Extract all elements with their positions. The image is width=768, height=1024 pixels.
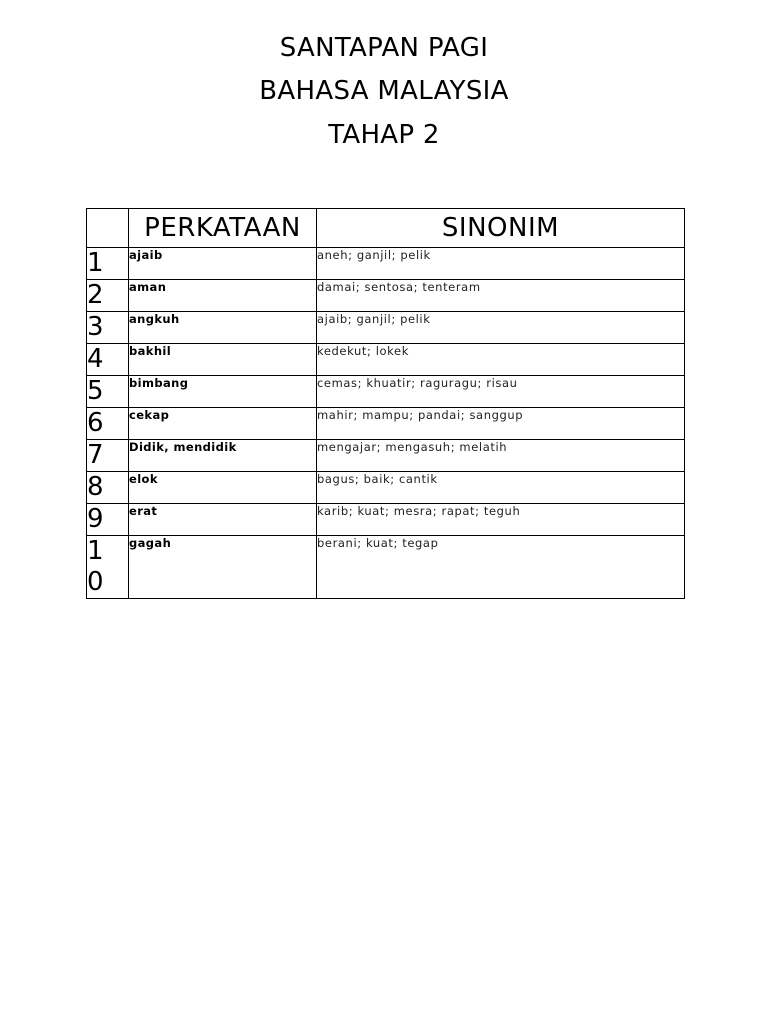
synonym-cell: kedekut; lokek [317, 344, 685, 376]
table-row [87, 536, 685, 599]
synonym-cell: aneh; ganjil; pelik [317, 248, 685, 280]
row-number [87, 344, 129, 376]
row-number-text: 10 [87, 536, 104, 597]
word-cell: ajaib [129, 248, 317, 280]
table-body [87, 248, 685, 599]
table-row [87, 312, 685, 344]
row-number-text: 8 [87, 472, 104, 502]
row-number-text: 5 [87, 376, 104, 406]
synonym-cell: mahir; mampu; pandai; sanggup [317, 408, 685, 440]
table-row [87, 344, 685, 376]
synonym-cell: bagus; baik; cantik [317, 472, 685, 504]
table-row [87, 280, 685, 312]
row-number-text: 3 [87, 312, 104, 342]
document-title: SANTAPAN PAGI [279, 33, 489, 63]
table-row [87, 440, 685, 472]
row-number [87, 440, 129, 472]
row-number [87, 376, 129, 408]
synonym-cell: berani; kuat; tegap [317, 536, 685, 599]
synonym-cell: mengajar; mengasuh; melatih [317, 440, 685, 472]
row-number [87, 248, 129, 280]
word-cell: cekap [129, 408, 317, 440]
word-cell: bakhil [129, 344, 317, 376]
row-number-text: 9 [87, 504, 104, 534]
row-number [87, 312, 129, 344]
row-number-text: 7 [87, 440, 104, 470]
row-number [87, 504, 129, 536]
row-number-text: 6 [87, 408, 104, 438]
row-number-text: 4 [87, 344, 104, 374]
table-row [87, 376, 685, 408]
table-row [87, 504, 685, 536]
document-subject: BAHASA MALAYSIA [259, 76, 509, 106]
synonym-cell: cemas; khuatir; raguragu; risau [317, 376, 685, 408]
word-cell: Didik, mendidik [129, 440, 317, 472]
word-cell: bimbang [129, 376, 317, 408]
row-number [87, 536, 129, 599]
row-number [87, 472, 129, 504]
word-cell: erat [129, 504, 317, 536]
document-level: TAHAP 2 [328, 120, 440, 150]
row-number [87, 280, 129, 312]
word-cell: gagah [129, 536, 317, 599]
column-header-number [87, 209, 129, 248]
table-row [87, 472, 685, 504]
synonym-cell: karib; kuat; mesra; rapat; teguh [317, 504, 685, 536]
word-cell: aman [129, 280, 317, 312]
synonym-cell: damai; sentosa; tenteram [317, 280, 685, 312]
column-header-sinonim: SINONIM [317, 209, 685, 248]
word-cell: elok [129, 472, 317, 504]
synonym-table [86, 208, 685, 599]
table-row [87, 248, 685, 280]
table-header-row [87, 209, 685, 248]
synonym-cell: ajaib; ganjil; pelik [317, 312, 685, 344]
table-row [87, 408, 685, 440]
word-cell: angkuh [129, 312, 317, 344]
row-number-text: 2 [87, 280, 104, 310]
column-header-perkataan: PERKATAAN [129, 209, 317, 248]
row-number [87, 408, 129, 440]
row-number-text: 1 [87, 248, 104, 278]
